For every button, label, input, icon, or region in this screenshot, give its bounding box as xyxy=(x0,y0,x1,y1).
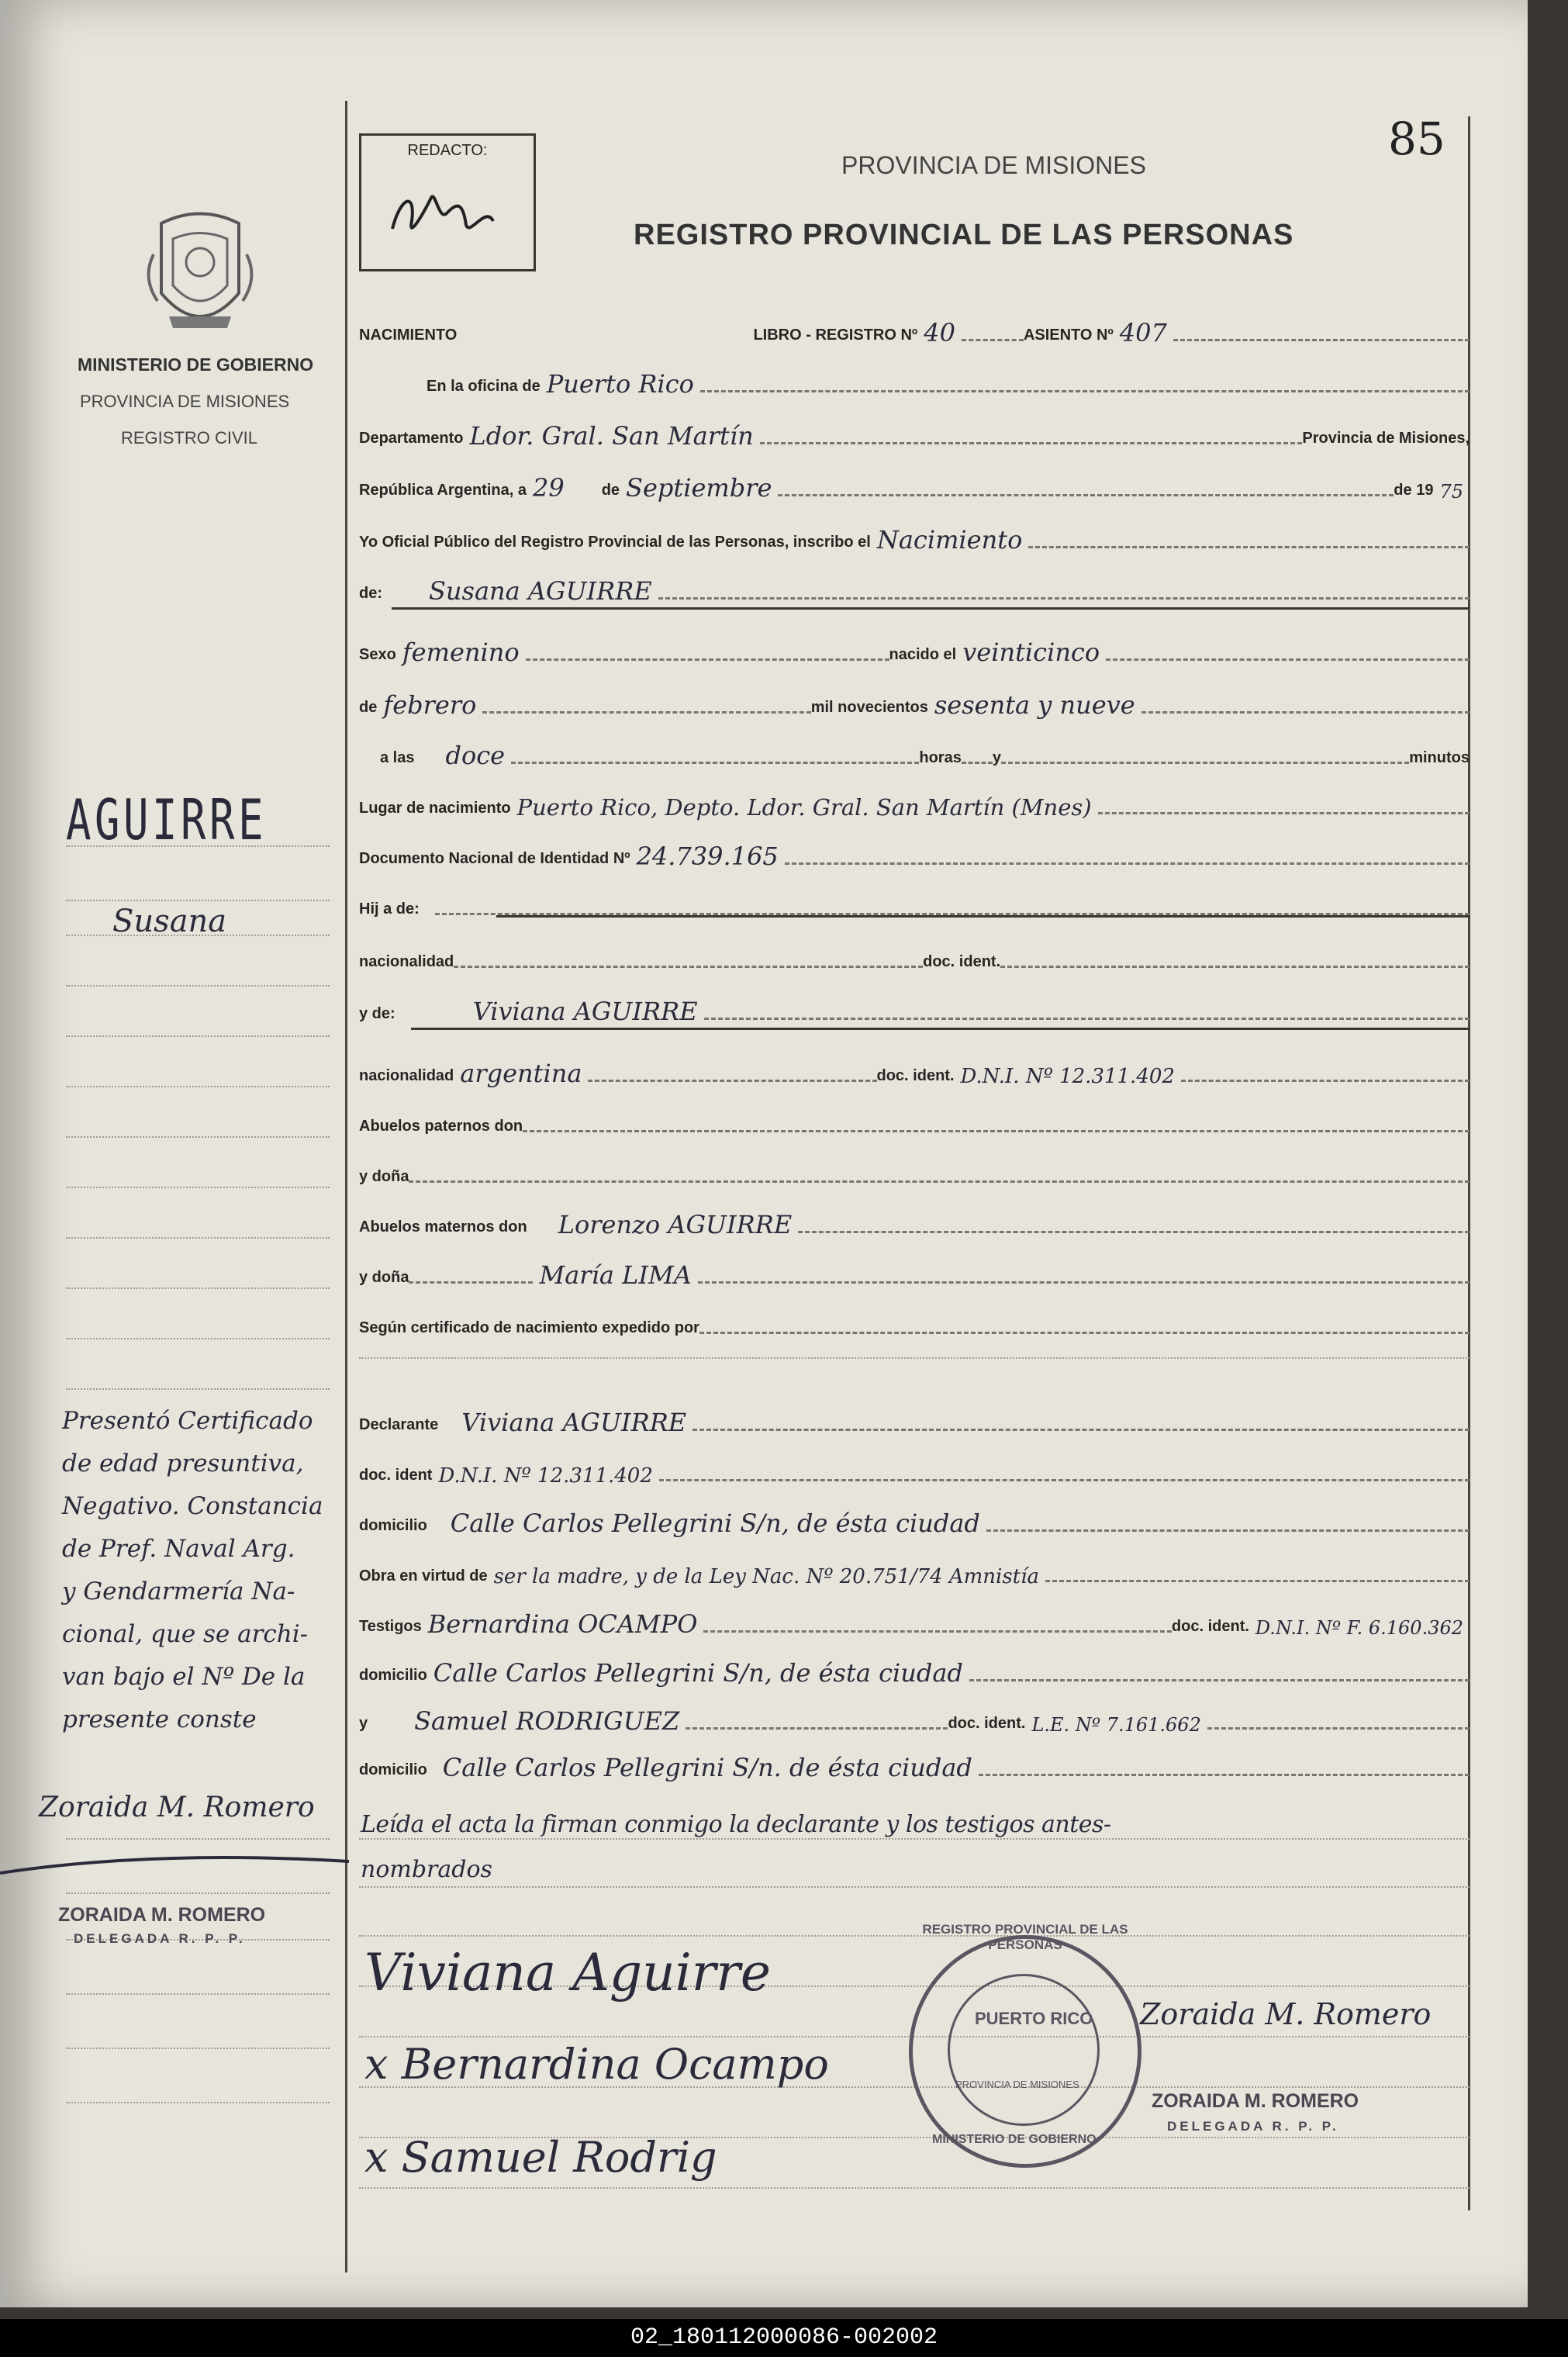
libro-value: 40 xyxy=(924,318,955,347)
de2-label: de: xyxy=(359,585,382,602)
record-type-label: NACIMIENTO xyxy=(359,327,458,344)
republica-label: República Argentina, a xyxy=(359,482,527,499)
mother-value: Viviana AGUIRRE xyxy=(472,997,698,1026)
year-value: 75 xyxy=(1439,481,1463,503)
dom3-value: Calle Carlos Pellegrini S/n. de ésta ciudad xyxy=(442,1753,972,1782)
row-testigo-1 xyxy=(359,1602,1470,1640)
closing-line-2: nombrados xyxy=(361,1856,492,1883)
row-nombre xyxy=(359,569,1470,607)
row-departamento xyxy=(359,413,1470,452)
row-obra xyxy=(359,1551,1470,1590)
obra-label: Obra en virtud de xyxy=(359,1567,488,1585)
name-value: Susana AGUIRRE xyxy=(429,576,652,606)
dom2-label: domicilio xyxy=(359,1667,427,1684)
day-value: 29 xyxy=(532,473,565,503)
testigos-label: Testigos xyxy=(359,1618,422,1635)
ministry-title: MINISTERIO DE GOBIERNO xyxy=(78,354,314,375)
dni-label: Documento Nacional de Identidad Nº xyxy=(359,850,630,867)
asiento-label: ASIENTO Nº xyxy=(1023,327,1114,344)
signature-declarante: Viviana Aguirre xyxy=(364,1943,771,2003)
minutos-label: minutos xyxy=(1409,749,1470,766)
y2-label: y xyxy=(359,1715,368,1732)
ministry-registry: REGISTRO CIVIL xyxy=(121,428,258,448)
year-label: de 19 xyxy=(1394,482,1434,499)
margin-note: Presentó Certificado de edad presuntiva, Negativo. Constancia de Pref. Naval Arg. y Gendarmería Na- cional, que se archi- van bajo el Nº De la presente conste xyxy=(62,1407,323,1733)
ydona2-value: María LIMA xyxy=(539,1260,692,1290)
left-margin-rule xyxy=(345,101,347,2272)
testigo1-value: Bernardina OCAMPO xyxy=(427,1609,698,1639)
row-doc-declarante xyxy=(359,1450,1470,1489)
signature-testigo-1: x Bernardina Ocampo xyxy=(364,2040,829,2089)
row-hora xyxy=(380,733,1470,772)
ydona1-label: y doña xyxy=(359,1168,409,1185)
docident2-label: doc. ident. xyxy=(876,1067,955,1084)
doct2-label: doc. ident. xyxy=(948,1715,1026,1732)
abmat-label: Abuelos maternos don xyxy=(359,1218,527,1236)
row-fecha xyxy=(359,465,1470,504)
abmat-value: Lorenzo AGUIRRE xyxy=(558,1210,793,1239)
margin-stamp-name: ZORAIDA M. ROMERO xyxy=(58,1904,266,1926)
row-dona-1 xyxy=(359,1152,1470,1191)
departamento-label: Departamento xyxy=(359,430,464,447)
row-libro xyxy=(359,310,1470,349)
de3-label: de xyxy=(359,699,378,716)
row-nacionalidad-1 xyxy=(359,937,1470,976)
dom3-label: domicilio xyxy=(359,1761,427,1778)
officer-signature: Zoraida M. Romero xyxy=(1140,1997,1432,2031)
nac2-label: nacionalidad xyxy=(359,1067,454,1084)
row-madre xyxy=(359,989,1470,1028)
province-heading: PROVINCIA DE MISIONES xyxy=(841,151,1146,179)
officer-stamp-role: DELEGADA R. P. P. xyxy=(1167,2119,1339,2134)
round-stamp-province: PROVINCIA DE MISIONES xyxy=(955,2079,1079,2090)
doct1-value: D.N.I. Nº F. 6.160.362 xyxy=(1255,1617,1463,1639)
provincia-suffix: Provincia de Misiones, xyxy=(1302,430,1470,447)
row-officer xyxy=(359,517,1470,556)
margin-signature: Zoraida M. Romero xyxy=(39,1792,315,1823)
dni-value: 24.739.165 xyxy=(636,842,779,871)
lugar-value: Puerto Rico, Depto. Ldor. Gral. San Martín (Mnes) xyxy=(516,794,1092,821)
dom2-value: Calle Carlos Pellegrini S/n, de ésta ciudad xyxy=(433,1658,963,1688)
declarante-label: Declarante xyxy=(359,1416,439,1433)
y-label: y xyxy=(992,749,1001,766)
ydona2-label: y doña xyxy=(359,1269,409,1286)
redacto-box xyxy=(359,133,536,271)
segun-label: Según certificado de nacimiento expedido por xyxy=(359,1319,699,1336)
row-sexo xyxy=(359,630,1470,669)
dom1-value: Calle Carlos Pellegrini S/n, de ésta ciudad xyxy=(450,1509,980,1538)
row-testigo-2 xyxy=(359,1699,1470,1737)
registry-round-stamp xyxy=(909,1922,1141,2168)
row-oficina xyxy=(427,361,1470,400)
docdecl-value: D.N.I. Nº 12.311.402 xyxy=(438,1464,653,1488)
officer-value: Nacimiento xyxy=(876,525,1023,555)
nacido-value: veinticinco xyxy=(962,638,1100,667)
doct1-label: doc. ident. xyxy=(1171,1618,1249,1635)
row-domicilio-1 xyxy=(359,1501,1470,1540)
officer-text: Yo Oficial Público del Registro Provincial de las Personas, inscribo el xyxy=(359,534,871,551)
footer-caption: 02_180112000086-002002 xyxy=(0,2319,1568,2357)
docident2-value: D.N.I. Nº 12.311.402 xyxy=(960,1065,1175,1088)
row-abuelos-paternos xyxy=(359,1101,1470,1140)
lugar-label: Lugar de nacimiento xyxy=(359,800,511,817)
abpat-label: Abuelos paternos don xyxy=(359,1118,523,1135)
dom1-label: domicilio xyxy=(359,1517,427,1534)
row-dni xyxy=(359,834,1470,873)
libro-label: LIBRO - REGISTRO Nº xyxy=(753,327,918,344)
birth-year-value: sesenta y nueve xyxy=(934,690,1135,720)
alas-label: a las xyxy=(380,749,415,766)
row-declarante xyxy=(359,1400,1470,1439)
margin-given-name: Susana xyxy=(112,904,227,939)
horas-label: horas xyxy=(919,749,962,766)
row-abuelos-maternos xyxy=(359,1202,1470,1241)
obra-value: ser la madre, y de la Ley Nac. Nº 20.751/74 Amnistía xyxy=(493,1565,1039,1588)
provincial-seal-emblem xyxy=(138,208,262,340)
hour-value: doce xyxy=(445,741,506,770)
row-nacionalidad-2 xyxy=(359,1051,1470,1090)
yde-label: y de: xyxy=(359,1005,395,1022)
doct2-value: L.E. Nº 7.161.662 xyxy=(1031,1714,1201,1736)
hija-label: Hij a de: xyxy=(359,900,420,918)
row-dona-2 xyxy=(359,1253,1470,1291)
round-stamp-bottom-text: MINISTERIO DE GOBIERNO xyxy=(932,2133,1097,2146)
row-domicilio-3 xyxy=(359,1745,1470,1784)
oficina-label: En la oficina de xyxy=(427,378,541,395)
margin-stamp-role: DELEGADA R. P. P. xyxy=(74,1931,246,1946)
margin-signature-flourish xyxy=(0,1842,357,1889)
sexo-label: Sexo xyxy=(359,646,396,663)
oficina-value: Puerto Rico xyxy=(546,369,694,399)
row-lugar xyxy=(359,783,1470,822)
round-stamp-inner-text: PUERTO RICO xyxy=(975,2009,1093,2028)
row-domicilio-2 xyxy=(359,1650,1470,1689)
round-stamp-outer-text: REGISTRO PROVINCIAL DE LAS PERSONAS xyxy=(922,1922,1128,1952)
sexo-value: femenino xyxy=(402,638,520,667)
page-number: 85 xyxy=(1388,112,1445,165)
mil-label: mil novecientos xyxy=(810,699,928,716)
nac2-value: argentina xyxy=(460,1059,582,1088)
birth-month-value: febrero xyxy=(383,690,477,720)
nac1-label: nacionalidad xyxy=(359,953,454,970)
declarante-value: Viviana AGUIRRE xyxy=(461,1408,687,1437)
nacido-label: nacido el xyxy=(889,646,957,663)
ministry-province: PROVINCIA DE MISIONES xyxy=(80,392,290,411)
testigo2-value: Samuel RODRIGUEZ xyxy=(414,1706,680,1736)
signature-testigo-2: x Samuel Rodrig xyxy=(364,2133,717,2182)
de-label: de xyxy=(601,482,620,499)
docident1-label: doc. ident. xyxy=(923,953,1001,970)
redacto-label: REDACTO: xyxy=(407,142,488,159)
row-segun xyxy=(359,1303,1470,1342)
month-value: Septiembre xyxy=(626,473,772,503)
closing-line-1: Leída el acta la firman conmigo la declarante y los testigos antes- xyxy=(361,1811,1111,1838)
margin-surname: AGUIRRE xyxy=(66,787,268,852)
docdecl-label: doc. ident xyxy=(359,1467,433,1484)
departamento-value: Ldor. Gral. San Martín xyxy=(469,421,754,451)
officer-stamp-name: ZORAIDA M. ROMERO xyxy=(1152,2090,1359,2112)
redacto-initials-signature xyxy=(369,167,524,260)
registry-heading: REGISTRO PROVINCIAL DE LAS PERSONAS xyxy=(634,219,1294,251)
asiento-value: 407 xyxy=(1119,318,1167,347)
row-mes-anio xyxy=(359,683,1470,721)
